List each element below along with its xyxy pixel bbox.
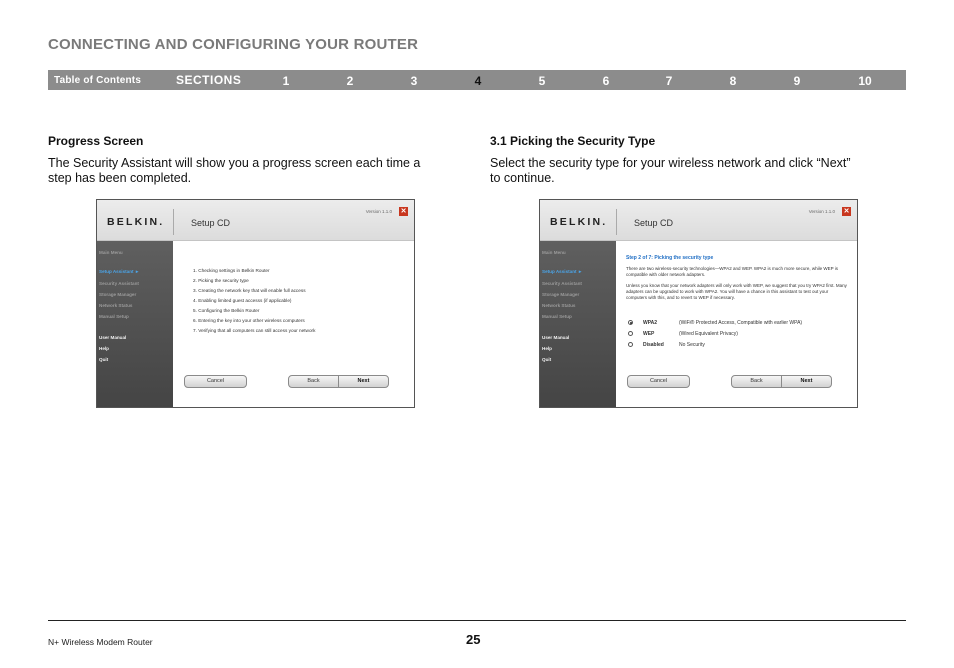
progress-step-1: 1. Checking settings in Belkin Router [193,268,270,273]
progress-screen-body [48,156,420,186]
app-header [97,200,414,241]
option-disabled[interactable] [628,342,705,348]
section-link-5[interactable]: 5 [538,74,546,88]
sidebar-item-security-assistant[interactable]: Security Assistant [99,281,139,286]
option-wep[interactable] [628,331,738,337]
next-button[interactable]: Next [338,375,389,388]
sidebar-item-network-status[interactable]: Network Status [542,303,576,308]
cancel-button[interactable]: Cancel [184,375,247,388]
app-header [540,200,857,241]
radio-wpa2[interactable] [628,320,633,325]
close-icon[interactable]: ✕ [400,208,407,215]
document-title: CONNECTING AND CONFIGURING YOUR ROUTER [48,36,419,53]
sidebar-item-main-menu[interactable]: Main Menu [99,250,123,255]
section-link-3[interactable]: 3 [410,74,418,88]
sidebar-item-security-assistant[interactable]: Security Assistant [542,281,582,286]
progress-screen-screenshot [96,199,415,408]
section-link-2[interactable]: 2 [346,74,354,88]
sidebar-item-user-manual[interactable]: User Manual [542,335,570,340]
section-link-6[interactable]: 6 [602,74,610,88]
setup-cd-title: Setup CD [191,218,231,228]
section-link-9[interactable]: 9 [793,74,801,88]
sidebar-item-quit[interactable]: Quit [542,357,552,362]
version-label: Version 1.1.0 [808,209,835,214]
sidebar-item-help[interactable]: Help [542,346,552,351]
section-link-8[interactable]: 8 [729,74,737,88]
option-wpa2-label: WPA2 [643,320,658,326]
sidebar-item-setup-assistant[interactable]: Setup Assistant ► [542,269,583,274]
security-step-title: Step 2 of 7: Picking the security type [626,255,714,261]
cancel-button[interactable]: Cancel [627,375,690,388]
footer-product-name: N+ Wireless Modem Router [48,637,153,647]
sidebar-item-setup-assistant[interactable]: Setup Assistant ► [99,269,140,274]
sidebar-item-manual-setup[interactable]: Manual Setup [542,314,572,319]
progress-screen-heading: Progress Screen [48,134,144,148]
progress-step-7: 7. Verifying that all computers can still access your network [193,328,316,333]
progress-body-line-1: The Security Assistant will show you a progress screen each time a [48,156,421,170]
sidebar-item-network-status[interactable]: Network Status [99,303,133,308]
header-divider [616,209,617,235]
belkin-logo: BELKIN. [550,216,608,228]
version-label: Version 1.1.0 [365,209,392,214]
sidebar-item-storage-manager[interactable]: Storage Manager [99,292,137,297]
option-disabled-label: Disabled [643,342,664,348]
footer-rule [48,620,906,621]
security-content [616,241,858,408]
section-link-10[interactable]: 10 [858,74,872,88]
back-button[interactable]: Back [731,375,782,388]
security-paragraph-1: There are two wireless-security technologies—WPA2 and WEP. WPA2 is much more secure, while WEP is compatible with older network adapters. [626,266,838,277]
progress-content [173,241,415,408]
option-wep-desc: (Wired Equivalent Privacy) [679,331,738,337]
radio-wep[interactable] [628,331,633,336]
progress-body-line-2: step has been completed. [48,171,192,185]
setup-cd-title: Setup CD [634,218,674,228]
sidebar-item-user-manual[interactable]: User Manual [99,335,127,340]
close-icon[interactable]: ✕ [843,208,850,215]
progress-step-3: 3. Creating the network key that will enable full access [193,288,306,293]
app-sidebar [97,241,173,408]
next-button[interactable]: Next [781,375,832,388]
option-wpa2-desc: (WiFi® Protected Access, Compatible with earlier WPA) [679,320,803,326]
sidebar-item-help[interactable]: Help [99,346,109,351]
sidebar-item-storage-manager[interactable]: Storage Manager [542,292,580,297]
security-paragraph-2: Unless you know that your network adapters will only work with WEP, we suggest that you try WPA2 first. Many adapters can be upgraded to work with WPA2. You will have a chance in this assistant to test out your computers with this, and to revert to WEP if necessary. [626,283,847,300]
section-link-4-active[interactable]: 4 [474,74,482,88]
section-link-7[interactable]: 7 [665,74,673,88]
option-wpa2[interactable] [628,320,802,326]
table-of-contents-link[interactable]: Table of Contents [54,75,142,86]
section-nav-bar [48,70,906,90]
sidebar-item-quit[interactable]: Quit [99,357,109,362]
security-body-line-2: to continue. [490,171,555,185]
section-link-1[interactable]: 1 [282,74,290,88]
progress-step-2: 2. Picking the security type [193,278,249,283]
sidebar-item-manual-setup[interactable]: Manual Setup [99,314,129,319]
belkin-logo: BELKIN. [107,216,165,228]
sections-label: SECTIONS [176,73,242,87]
security-type-heading: 3.1 Picking the Security Type [490,134,656,148]
security-type-screenshot [539,199,858,408]
progress-step-5: 5. Configuring the Belkin Router [193,308,260,313]
sidebar-item-main-menu[interactable]: Main Menu [542,250,566,255]
progress-step-4: 4. Enabling limited guest accesss (if applicable) [193,298,292,303]
radio-disabled[interactable] [628,342,633,347]
page-number: 25 [466,632,481,647]
security-type-body [490,156,851,186]
option-disabled-desc: No Security [679,342,705,348]
back-button[interactable]: Back [288,375,339,388]
header-divider [173,209,174,235]
security-body-line-1: Select the security type for your wireless network and click “Next” [490,156,851,170]
progress-step-6: 6. Entering the key into your other wireless computers [193,318,305,323]
option-wep-label: WEP [643,331,655,337]
app-sidebar [540,241,616,408]
